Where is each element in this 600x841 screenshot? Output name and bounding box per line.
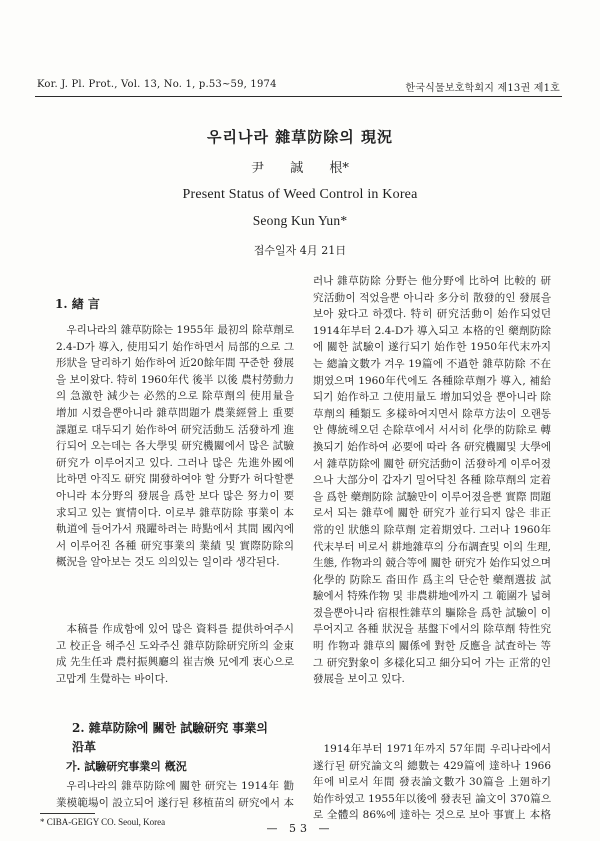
footnote-rule — [40, 813, 95, 814]
acknowledgement-paragraph: 本稿를 作成함에 있어 많은 資料를 提供하여주시고 校正을 해주신 도와주신 雜草防除研究所의 金東成 先生任과 農村振興廳의 崔吉煥 兄에게 衷心으로 고맙게 生覺하는 바이다. — [56, 623, 294, 685]
journal-name: 한국식물보호학회지 제13권 제1호 — [405, 83, 560, 94]
statistics-paragraph: 1914年부터 1971年까지 57年間 우리나라에서 遂行된 研究論文의 總數는 429篇에 達하나 1966年에 비로서 年間 發表論文數가 30篇을 上廻하기 始作하였고 1955年以後에 發表된 論文이 370篇으로 全體의 86%에 達하는 것으로 보아 事實上 本格 — [313, 743, 551, 822]
intro-paragraph: 우리나라의 雜草防除는 1955年 最初의 除草劑로 2.4-D가 導入, 使用되기 始作하면서 局部的으로 그 形狀을 달리하기 始作하여 近20餘年間 꾸준한 發展을 보이왔다. 特히 1960年代 後半 以後 農村勞動力의 急激한 減少는 必然的으로 除草劑의 使用量을 增加 시켰을뿐아니라 雜草問題가 農業經營上 重要課題로 대두되기 始作하여 研究活動도 活發하게 進行되어 오는데는 各大學및 研究機關에서 많은 試驗研究가 이루어지고 있다. 그러나 많은 先進外國에 比하면 아직도 研究 開發하여야 할 分野가 허다할뿐아니라 本分野의 發展을 爲한 보다 많은 努力이 要求되고 있는 實情이다. 이로부 雜草防除 事業이 本軌道에 들어가서 飛躍하려는 時點에서 其間 國內에서 이루어진 各種 研究事業의 業績 및 實際防除의 概況을 알아보는 것도 의의있는 일이라 생각된다. — [56, 324, 294, 569]
section-1-heading: 1. 緖 言 — [55, 297, 100, 311]
section-2-heading: 2. 雜草防除에 關한 試驗研究 事業의 沿革 — [72, 721, 269, 754]
subsection-a-heading: 가. 試驗研究事業의 槪況 — [66, 760, 187, 773]
citation: Kor. J. Pl. Prot., Vol. 13, No. 1, p.53~59, 1974 — [37, 79, 277, 90]
history-paragraph-start: 우리나라의 雜草防除에 關한 研究는 1914年 勸業模範場이 設立되어 遂行된 移植苗의 研究에서 本 — [56, 780, 294, 808]
footnote: * CIBA-GEIGY CO. Seoul, Korea — [40, 817, 166, 827]
history-paragraph-continued: 러나 雜草防除 分野는 他分野에 比하여 比較的 研究活動이 적었을뿐 아니라 多分히 散發的인 發展을 보아 왔다고 하겠다. 特히 研究活動이 始作되었던 1914年부터 2.4-D가 導入되고 本格的인 藥劑防除에 關한 試驗이 遂行되기 始作한 1950年代末까지는 總論文數가 겨우 19篇에 不過한 雜草防除 不在期였으며 1960年代에도 各種除草劑가 導入, 補給되기 始作하고 그使用量도 增加되었을 뿐아니라 除草劑의 種類도 多樣하여지면서 除草方法이 오랜동안 傳統해오던 손除草에서 서서히 化學的防除로 轉換되기 始作하여 必要에 따라 各 研究機關및 大學에서 雜草防除에 關한 研究活動이 活發하게 이루어졌으나 大部分이 갑자기 밀어닥친 各種 除草劑의 定着을 爲한 藥劑防除 試驗만이 이루어졌을뿐 實際 問題로서 되는 雜草에 關한 研究가 並行되지 않은 非正常的인 狀態의 除草劑 定着期였다. 그러나 1960年代末부터 비로서 耕地雜草의 分布調査및 이의 生理, 生態, 作物과의 競合等에 關한 研究가 始作되었으며 化學的 防除도 畓田作 爲主의 단순한 藥劑選拔 試驗에서 特殊作物 및 非農耕地에까지 그 範圍가 넓혀졌을뿐아니라 宿根性雜草의 驅除을 爲한 試驗이 이루어지고 各種 狀況을 基盤下에서의 除草劑 特性究明 作物과 雜草의 關係에 對한 反應을 試査하는 等 그 研究對象이 多樣化되고 細分되어 가는 正常的인 發展을 보이고 있다. — [313, 275, 551, 686]
header-rule — [35, 96, 562, 97]
title-korean: 우리나라 雜草防除의 現況 — [207, 128, 393, 146]
page-number: — 53 — — [266, 822, 334, 835]
author-english: Seong Kun Yun* — [252, 213, 348, 228]
title-english: Present Status of Weed Control in Korea — [182, 187, 418, 202]
author-korean: 尹 誠 根* — [251, 161, 349, 176]
received-date: 접수일자 4月 21日 — [253, 244, 347, 257]
